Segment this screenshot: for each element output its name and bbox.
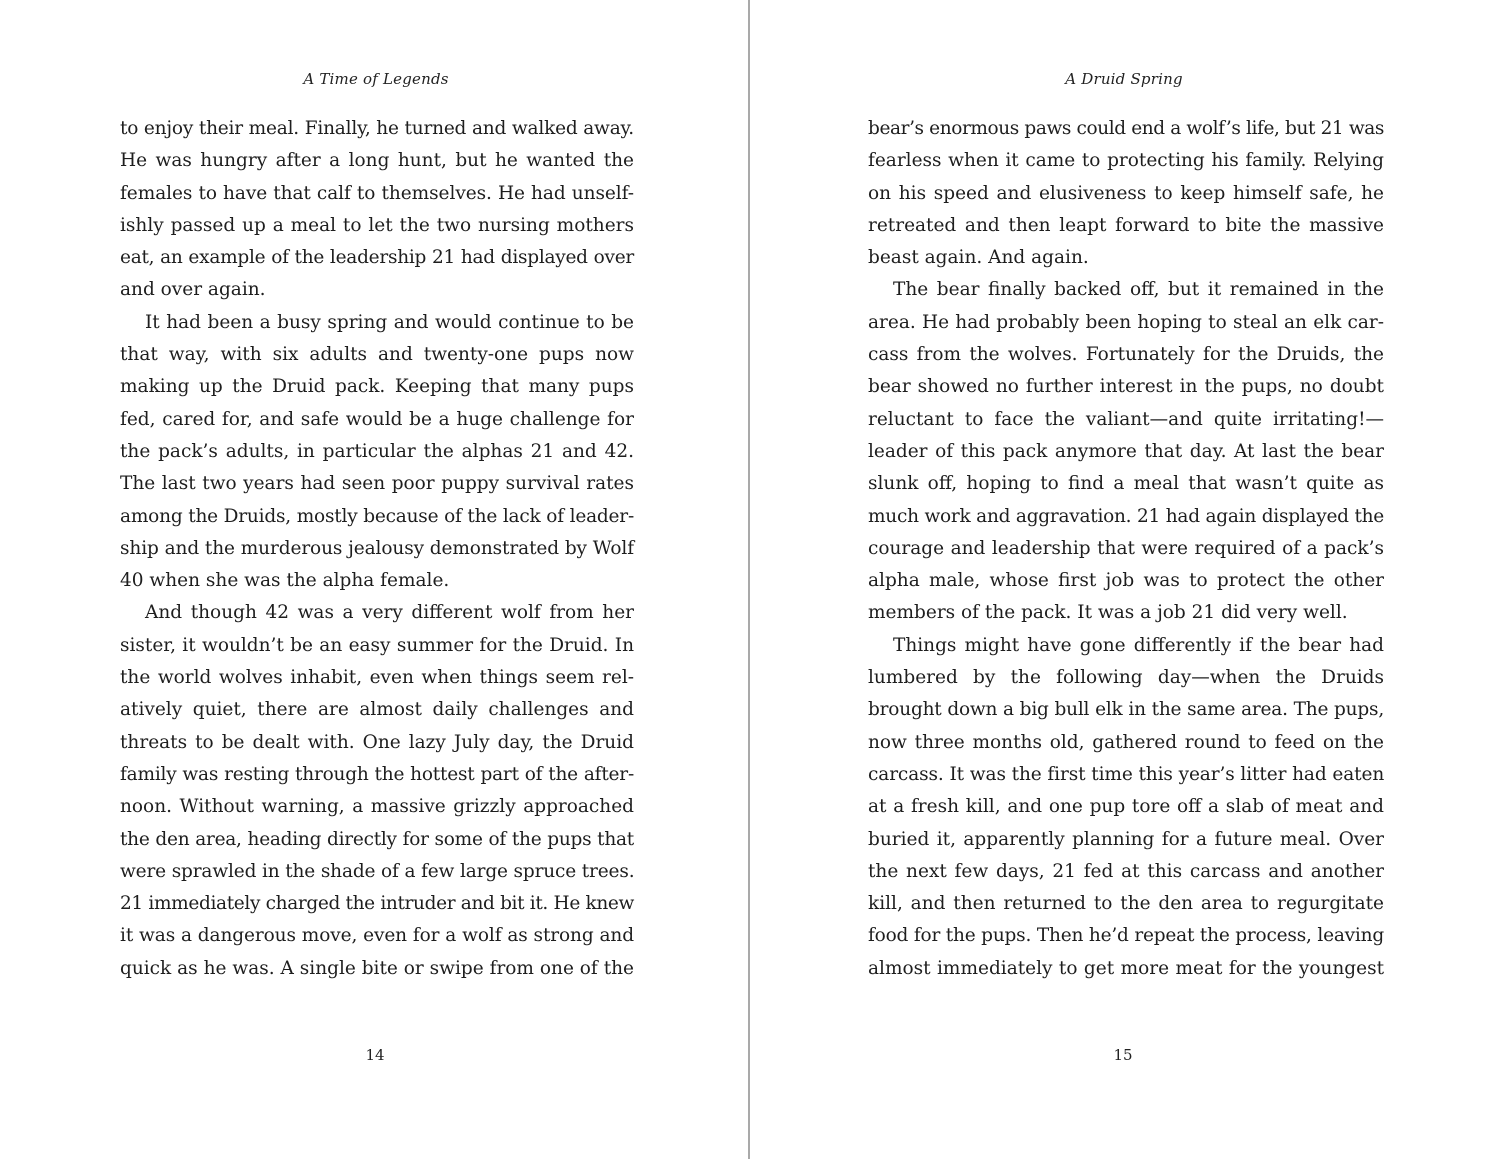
left-page — [0, 0, 748, 1159]
text-line: eat, an example of the leadership 21 had displayed over — [120, 247, 634, 269]
text-line: that way, with six adults and twenty-one pups now — [120, 344, 634, 366]
text-line: females to have that calf to themselves. He had unself- — [120, 182, 634, 204]
text-line: brought down a big bull elk in the same area. The pups, — [868, 699, 1384, 721]
text-line: lumbered by the following day—when the Druids — [868, 667, 1384, 689]
text-line: bear showed no further interest in the pups, no doubt — [868, 376, 1384, 398]
text-line: alpha male, whose first job was to protect the other — [868, 570, 1384, 592]
text-line: fearless when it came to protecting his family. Relying — [868, 150, 1384, 172]
text-line: were sprawled in the shade of a few large spruce trees. — [120, 860, 635, 882]
text-line: the den area, heading directly for some of the pups that — [120, 828, 634, 850]
text-line: kill, and then returned to the den area to regurgitate — [868, 893, 1384, 915]
right-page — [750, 0, 1498, 1159]
text-line: sister, it wouldn’t be an easy summer for the Druid. In — [120, 634, 634, 656]
text-line: The last two years had seen poor puppy survival rates — [120, 473, 634, 495]
text-line: it was a dangerous move, even for a wolf as strong and — [120, 925, 634, 947]
text-line: food for the pups. Then he’d repeat the process, leaving — [868, 925, 1384, 947]
body-text — [120, 113, 634, 985]
text-line: much work and aggravation. 21 had again displayed the — [868, 505, 1384, 527]
text-line: retreated and then leapt forward to bite the massive — [868, 214, 1384, 236]
page-number: 14 — [365, 1046, 385, 1064]
text-line: the pack’s adults, in particular the alphas 21 and 42. — [120, 440, 634, 462]
text-line: courage and leadership that were required of a pack’s — [868, 537, 1384, 559]
text-line: buried it, apparently planning for a future meal. Over — [868, 828, 1384, 850]
text-line: beast again. And again. — [868, 247, 1089, 269]
text-line: at a fresh kill, and one pup tore off a slab of meat and — [868, 796, 1384, 818]
text-line: And though 42 was a very different wolf from her — [145, 602, 634, 624]
text-line: leader of this pack anymore that day. At last the bear — [868, 440, 1384, 462]
text-line: atively quiet, there are almost daily challenges and — [120, 699, 634, 721]
text-line: carcass. It was the first time this year’s litter had eaten — [868, 763, 1385, 785]
page-number: 15 — [1113, 1046, 1133, 1064]
text-line: among the Druids, mostly because of the lack of leader- — [120, 505, 634, 527]
text-line: area. He had probably been hoping to steal an elk car- — [868, 311, 1384, 333]
text-line: almost immediately to get more meat for the youngest — [868, 957, 1384, 979]
text-line: threats to be dealt with. One lazy July day, the Druid — [120, 731, 634, 753]
text-line: noon. Without warning, a massive grizzly approached — [120, 796, 634, 818]
text-line: 21 immediately charged the intruder and bit it. He knew — [120, 893, 634, 915]
running-head: A Time of Legends — [303, 70, 449, 88]
text-line: now three months old, gathered round to feed on the — [868, 731, 1384, 753]
text-line: ship and the murderous jealousy demonstrated by Wolf — [120, 537, 634, 559]
text-line: ishly passed up a meal to let the two nursing mothers — [120, 214, 634, 236]
text-line: reluctant to face the valiant—and quite irritating!— — [868, 408, 1384, 430]
body-text — [868, 113, 1384, 985]
text-line: the world wolves inhabit, even when things seem rel- — [120, 667, 634, 689]
text-line: members of the pack. It was a job 21 did very well. — [868, 602, 1348, 624]
text-line: Things might have gone differently if the bear had — [893, 634, 1384, 656]
text-line: on his speed and elusiveness to keep himself safe, he — [868, 182, 1384, 204]
text-line: He was hungry after a long hunt, but he wanted the — [120, 150, 634, 172]
text-line: cass from the wolves. Fortunately for the Druids, the — [868, 344, 1384, 366]
text-line: and over again. — [120, 279, 266, 301]
text-line: family was resting through the hottest part of the after- — [120, 763, 634, 785]
text-line: bear’s enormous paws could end a wolf’s life, but 21 was — [868, 118, 1384, 139]
text-line: fed, cared for, and safe would be a huge challenge for — [120, 408, 634, 430]
text-line: to enjoy their meal. Finally, he turned and walked away. — [120, 118, 634, 139]
text-line: the next few days, 21 fed at this carcass and another — [868, 860, 1384, 882]
running-head: A Druid Spring — [1065, 70, 1183, 88]
text-line: 40 when she was the alpha female. — [120, 570, 450, 592]
text-line: making up the Druid pack. Keeping that many pups — [120, 376, 634, 398]
text-line: The bear finally backed off, but it remained in the — [893, 279, 1384, 301]
text-line: quick as he was. A single bite or swipe from one of the — [120, 957, 634, 979]
text-line: It had been a busy spring and would continue to be — [145, 311, 634, 333]
text-line: slunk off, hoping to find a meal that wasn’t quite as — [868, 473, 1384, 495]
